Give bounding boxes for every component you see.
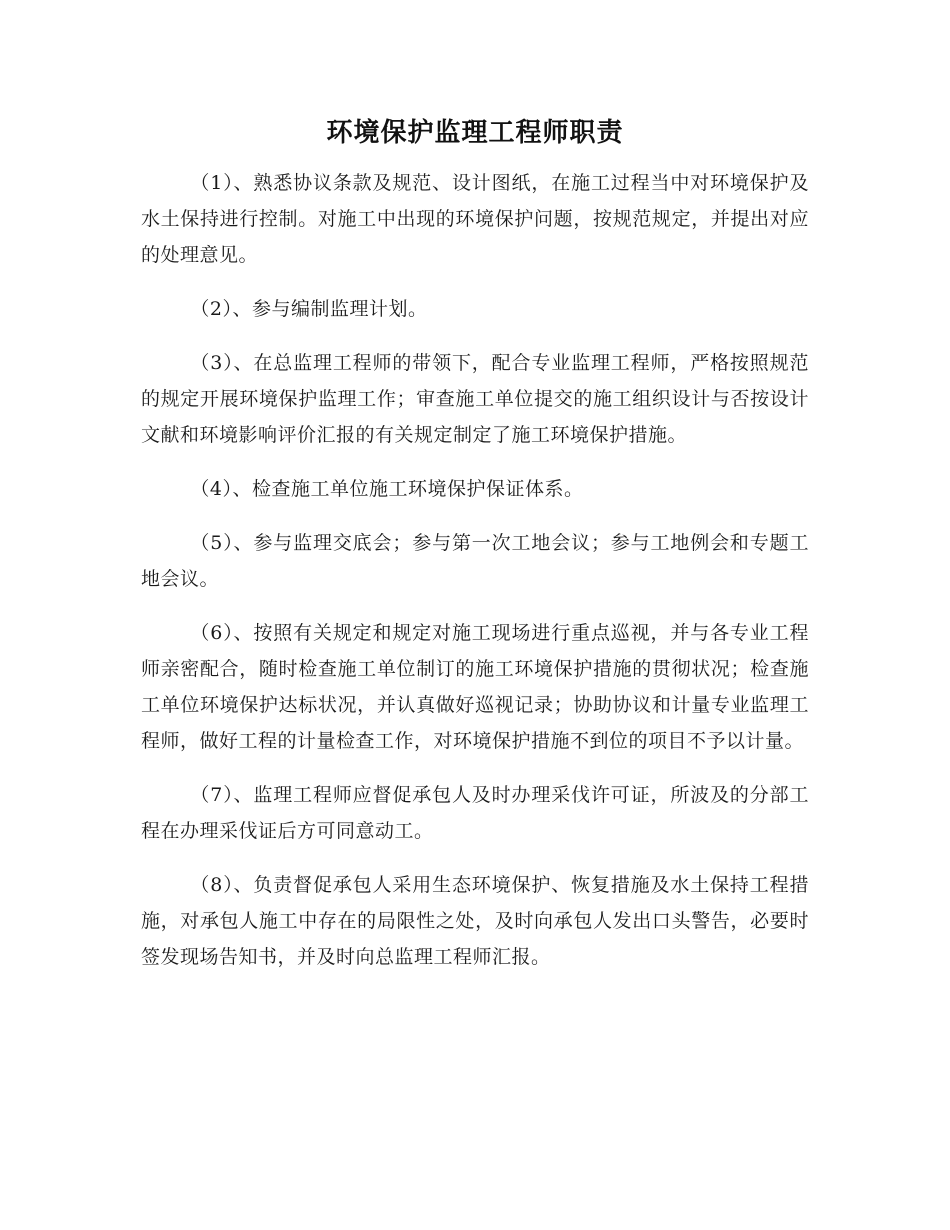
document-body bbox=[141, 165, 809, 993]
paragraph-4: （4）、检查施工单位施工环境保护保证体系。 bbox=[190, 478, 584, 500]
paragraph-2: （2）、参与编制监理计划。 bbox=[190, 298, 428, 320]
paragraph-6: （6）、按照有关规定和规定对施工现场进行重点巡视，并与各专业工程师亲密配合，随时检查施工单位制订的施工环境保护措施的贯彻状况；检查施工单位环境保护达标状况，并认真做好巡视记录；协助协议和计量专业监理工程师，做好工程的计量检查工作，对环境保护措施不到位的项目不予以计量。 bbox=[141, 622, 809, 752]
paragraph-7: （7）、监理工程师应督促承包人及时办理采伐许可证，所波及的分部工程在办理采伐证后方可同意动工。 bbox=[141, 784, 809, 842]
document-title: 环境保护监理工程师职责 bbox=[326, 118, 624, 148]
paragraph-5: （5）、参与监理交底会；参与第一次工地会议；参与工地例会和专题工地会议。 bbox=[141, 532, 809, 590]
paragraph-8: （8）、负责督促承包人采用生态环境保护、恢复措施及水土保持工程措施，对承包人施工中存在的局限性之处，及时向承包人发出口头警告，必要时签发现场告知书，并及时向总监理工程师汇报。 bbox=[141, 874, 809, 968]
paragraph-3: （3）、在总监理工程师的带领下，配合专业监理工程师，严格按照规范的规定开展环境保护监理工作；审查施工单位提交的施工组织设计与否按设计文献和环境影响评价汇报的有关规定制定了施工环境保护措施。 bbox=[141, 352, 809, 446]
paragraph-1: （1）、熟悉协议条款及规范、设计图纸，在施工过程当中对环境保护及水土保持进行控制。对施工中出现的环境保护问题，按规范规定，并提出对应的处理意见。 bbox=[141, 172, 809, 266]
